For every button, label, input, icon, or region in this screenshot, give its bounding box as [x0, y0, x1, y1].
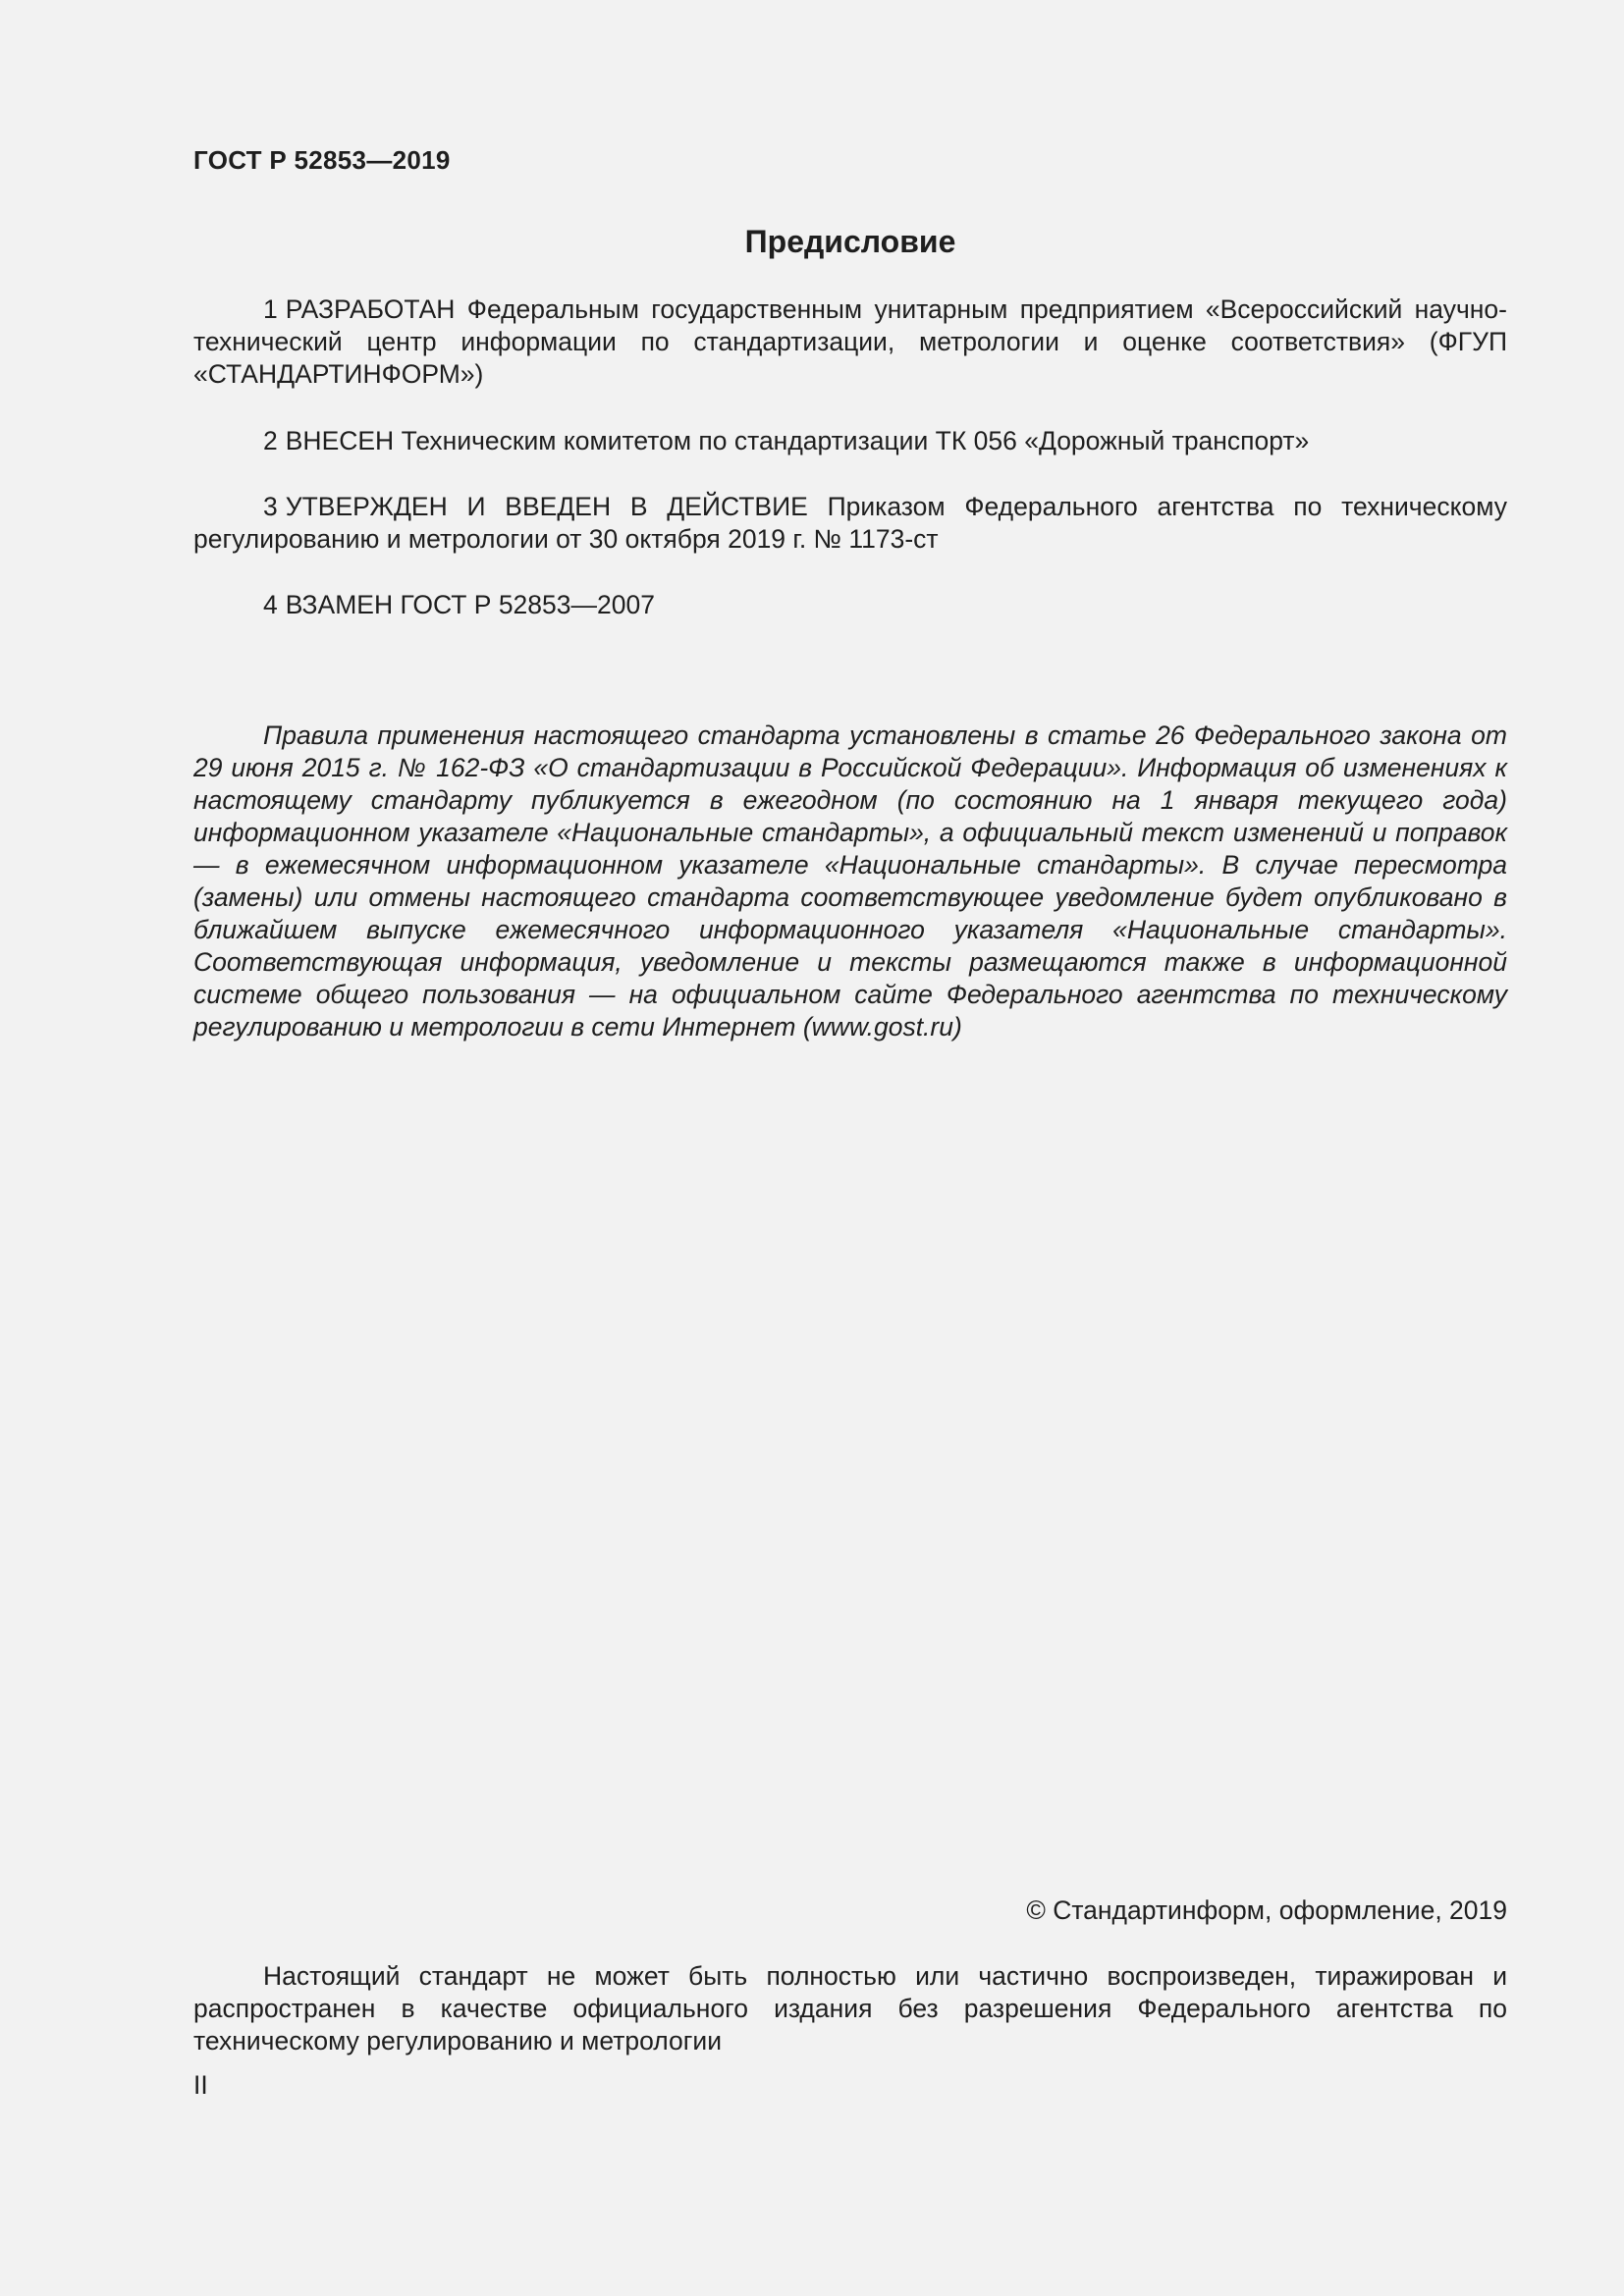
document-code: ГОСТ Р 52853—2019: [193, 145, 451, 175]
item-number: 4: [263, 590, 278, 619]
item-number: 2: [263, 426, 278, 455]
item-number: 1: [263, 294, 278, 324]
page-number: II: [193, 2070, 208, 2100]
page-title: Предисловие: [744, 224, 956, 259]
foreword-item-3: [193, 491, 1507, 556]
item-keyword: УТВЕРЖДЕН И ВВЕДЕН В ДЕЙСТВИЕ: [285, 492, 808, 521]
item-keyword: ВНЕСЕН: [285, 426, 395, 455]
foreword-item-4: [193, 589, 1507, 621]
item-text: Техническим комитетом по стандартизации ТК 056 «Дорожный транспорт»: [401, 426, 1310, 455]
item-text: ГОСТ Р 52853—2007: [400, 590, 655, 619]
copyright-notice: © Стандартинформ, оформление, 2019: [1026, 1896, 1507, 1925]
item-keyword: РАЗРАБОТАН: [285, 294, 456, 324]
item-keyword: ВЗАМЕН: [285, 590, 394, 619]
item-number: 3: [263, 492, 278, 521]
item-text: Федеральным государственным унитарным предприятием «Всероссийский научно-технический центр информации по стандартизации, метрологии и оценке соответствия» (ФГУП «СТАНДАРТИНФОРМ»): [193, 294, 1507, 389]
foreword-item-2: [193, 425, 1507, 457]
item-text: Приказом Федерального агентства по техническому регулированию и метрологии от 30 октября 2019 г. № 1173-ст: [193, 492, 1507, 554]
reproduction-notice: Настоящий стандарт не может быть полностью или частично воспроизведен, тиражирован и распространен в качестве официального издания без разрешения Федерального агентства по техническому регулированию и метрологии: [193, 1961, 1507, 2056]
foreword-item-1: [193, 294, 1507, 391]
standard-rules-note: Правила применения настоящего стандарта установлены в статье 26 Федерального закона от 29 июня 2015 г. № 162-ФЗ «О стандартизации в Российской Федерации». Информация об изменениях к настоящему стандарту публикуется в ежегодном (по состоянию на 1 января текущего года) информационном указателе «Национальные стандарты», а официальный текст изменений и поправок — в ежемесячном информационном указателе «Национальные стандарты». В случае пересмотра (замены) или отмены настоящего стандарта соответствующее уведомление будет опубликовано в ближайшем выпуске ежемесячного информационного указателя «Национальные стандарты». Соответствующая информация, уведомление и тексты размещаются также в информационной системе общего пользования — на официальном сайте Федерального агентства по техническому регулированию и метрологии в сети Интернет (www.gost.ru): [193, 721, 1507, 1041]
